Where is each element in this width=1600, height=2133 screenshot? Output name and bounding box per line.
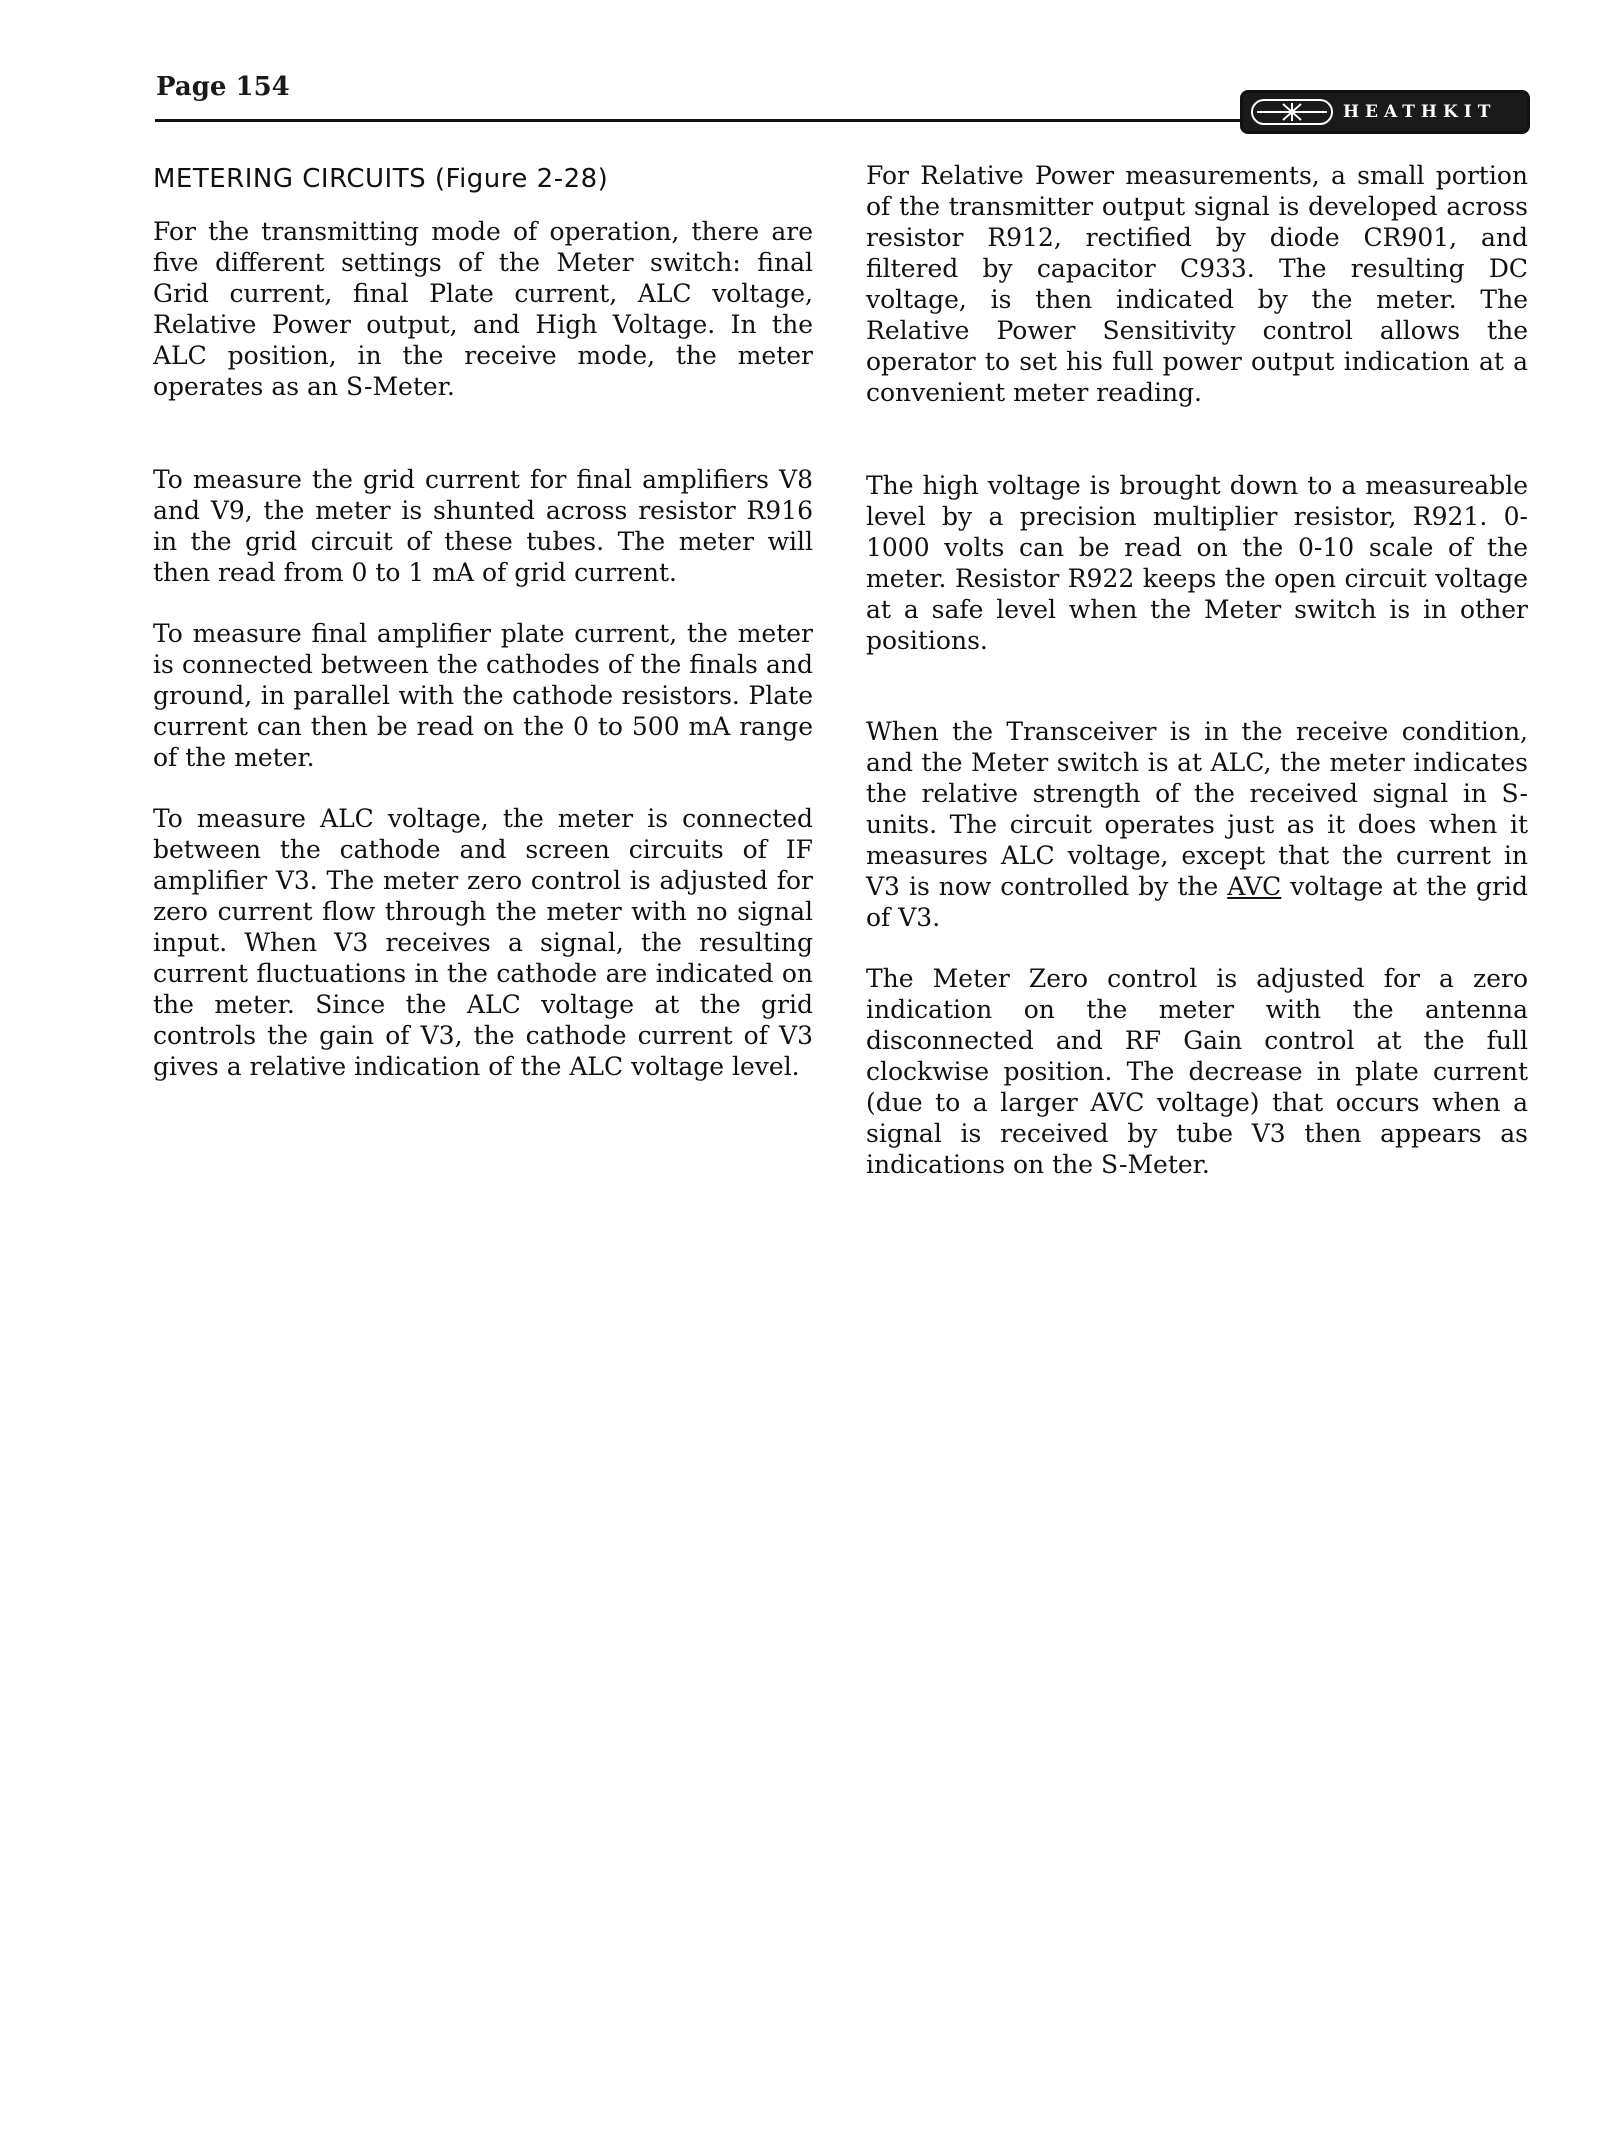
paragraph-text: voltage at the grid of V3. — [866, 872, 1528, 932]
paragraph: The high voltage is brought down to a measureable level by a precision multiplier resistor, R921. 0-1000 volts can be read on the 0-10 scale of the meter. Resistor R922 keeps the open circuit voltage at a safe level when the Meter switch is in other positions. — [866, 471, 1528, 655]
logo-text: HEATHKIT — [1343, 102, 1497, 122]
paragraph: For the transmitting mode of operation, there are five different settings of the Meter switch: final Grid current, final Plate current, ALC voltage, Relative Power output, and High Voltage. In the ALC position, in the receive mode, the meter operates as an S-Meter. — [153, 217, 813, 401]
paragraph-receive-mode — [866, 716, 1528, 933]
underlined-text: AVC — [1227, 872, 1282, 901]
paragraph-text: When the Transceiver is in the receive condition, and the Meter switch is at ALC, the meter indicates the relative strength of the received signal in S-units. The circuit operates just as it does when it measures ALC voltage, except that the current in V3 is now controlled by the — [866, 717, 1528, 901]
header-rule — [155, 119, 1245, 122]
paragraph: For Relative Power measurements, a small portion of the transmitter output signal is developed across resistor R912, rectified by diode CR901, and filtered by capacitor C933. The resulting DC voltage, is then indicated by the meter. The Relative Power Sensitivity control allows the operator to set his full power output indication at a convenient meter reading. — [866, 161, 1528, 407]
paragraph: To measure ALC voltage, the meter is connected between the cathode and screen circuits of IF amplifier V3. The meter zero control is adjusted for zero current flow through the meter with no signal input. When V3 receives a signal, the resulting current fluctuations in the cathode are indicated on the meter. Since the ALC voltage at the grid controls the gain of V3, the cathode current of V3 gives a relative indication of the ALC voltage level. — [153, 804, 813, 1081]
page-number: Page 154 — [156, 72, 290, 102]
heathkit-logo — [1240, 90, 1530, 134]
left-column — [153, 160, 813, 1082]
paragraph: To measure the grid current for final amplifiers V8 and V9, the meter is shunted across resistor R916 in the grid circuit of these tubes. The meter will then read from 0 to 1 mA of grid current. — [153, 465, 813, 587]
right-column — [866, 160, 1528, 1180]
logo-emblem-icon — [1251, 99, 1333, 125]
paragraph: To measure final amplifier plate current, the meter is connected between the cathodes of the finals and ground, in parallel with the cathode resistors. Plate current can then be read on the 0 to 500 mA range of the meter. — [153, 619, 813, 772]
section-heading: METERING CIRCUITS (Figure 2-28) — [153, 164, 609, 194]
paragraph: The Meter Zero control is adjusted for a zero indication on the meter with the antenna disconnected and RF Gain control at the full clockwise position. The decrease in plate current (due to a larger AVC voltage) that occurs when a signal is received by tube V3 then appears as indications on the S-Meter. — [866, 964, 1528, 1179]
